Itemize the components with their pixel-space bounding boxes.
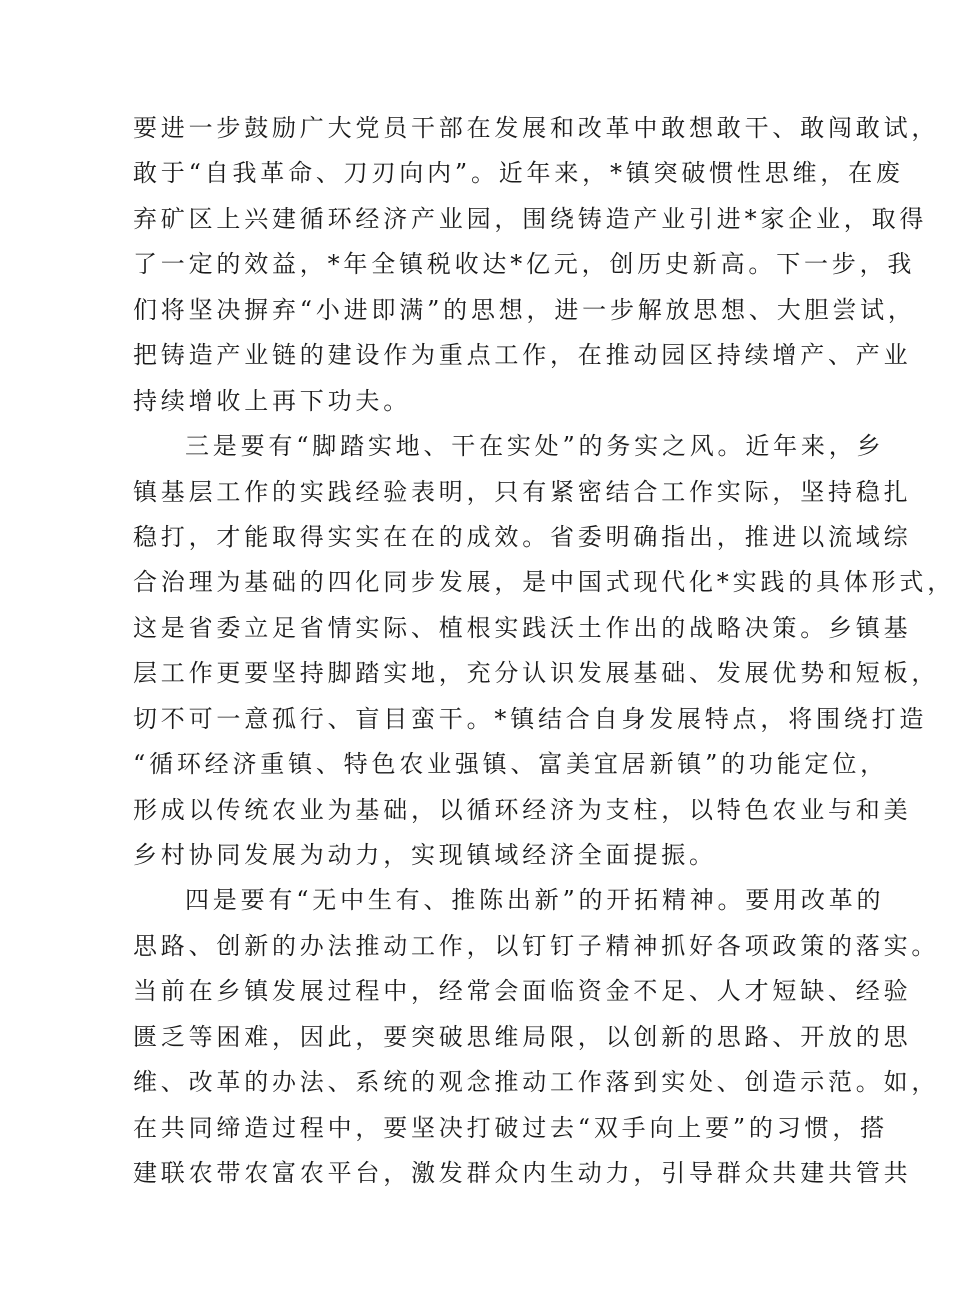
text-line: 持续增收上再下功夫。 xyxy=(133,386,411,415)
text-line: 敢于“自我革命、刀刃向内”。近年来，*镇突破惯性思维，在废 xyxy=(133,159,904,188)
text-line: 层工作更要坚持脚踏实地，充分认识发展基础、发展优势和短板， xyxy=(133,659,940,688)
paragraph-start-line: 四是要有“无中生有、推陈出新”的开拓精神。要用改革的 xyxy=(185,886,885,915)
text-line: 建联农带农富农平台，激发群众内生动力，引导群众共建共管共 xyxy=(133,1159,912,1188)
text-line: 切不可一意孤行、盲目蛮干。*镇结合自身发展特点，将围绕打造 xyxy=(133,704,928,733)
text-line: 稳打，才能取得实实在在的成效。省委明确指出，推进以流域综 xyxy=(133,522,912,551)
text-line: 在共同缔造过程中，要坚决打破过去“双手向上要”的习惯，搭 xyxy=(133,1113,888,1142)
text-line: 了一定的效益，*年全镇税收达*亿元，创历史新高。下一步，我 xyxy=(133,250,916,279)
text-line: 乡村协同发展为动力，实现镇域经济全面提振。 xyxy=(133,841,717,869)
document-body xyxy=(133,106,955,1197)
text-line: 匮乏等困难，因此，要突破思维局限，以创新的思路、开放的思 xyxy=(133,1022,912,1051)
text-line: 当前在乡镇发展过程中，经常会面临资金不足、人才短缺、经验 xyxy=(133,977,912,1006)
paragraph-start-line: 三是要有“脚踏实地、干在实处”的务实之风。近年来，乡 xyxy=(185,432,885,461)
text-line: 镇基层工作的实践经验表明，只有紧密结合工作实际，坚持稳扎 xyxy=(133,477,912,506)
text-line: 形成以传统农业为基础，以循环经济为支柱，以特色农业与和美 xyxy=(133,795,912,824)
text-line: 要进一步鼓励广大党员干部在发展和改革中敢想敢干、敢闯敢试， xyxy=(133,114,940,142)
text-line: 弃矿区上兴建循环经济产业园，围绕铸造产业引进*家企业，取得 xyxy=(133,204,928,233)
text-line: “循环经济重镇、特色农业强镇、富美宜居新镇”的功能定位， xyxy=(133,750,888,779)
text-line: 这是省委立足省情实际、植根实践沃土作出的战略决策。乡镇基 xyxy=(133,613,912,642)
text-line: 合治理为基础的四化同步发展，是中国式现代化*实践的具体形式， xyxy=(133,568,955,597)
text-line: 维、改革的办法、系统的观念推动工作落到实处、创造示范。如， xyxy=(133,1068,940,1097)
text-line: 们将坚决摒弃“小进即满”的思想，进一步解放思想、大胆尝试， xyxy=(133,295,916,324)
text-line: 思路、创新的办法推动工作，以钉钉子精神抓好各项政策的落实。 xyxy=(133,931,940,960)
text-line: 把铸造产业链的建设作为重点工作，在推动园区持续增产、产业 xyxy=(133,341,912,370)
